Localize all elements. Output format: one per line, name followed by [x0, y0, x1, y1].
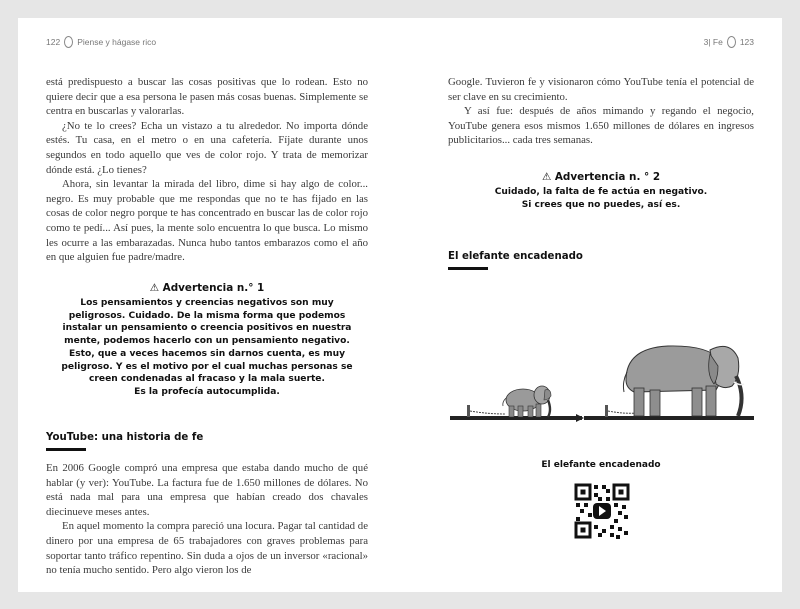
section-rule	[46, 448, 86, 451]
warning-line: Es la profecía autocumplida.	[134, 386, 280, 397]
paragraph: Google. Tuvieron fe y visionaron cómo YouTube tenía el potencial de ser clave en su crecimiento.	[448, 76, 754, 103]
warning-box-2	[448, 171, 754, 211]
warning-line: Cuidado, la falta de fe actúa en negativo.	[494, 187, 708, 197]
right-page-header	[704, 36, 754, 48]
warning-title: ⚠ Advertencia n. ° 2	[541, 171, 661, 183]
left-page-header	[46, 36, 156, 48]
section-heading-text: YouTube: una historia de fe	[46, 432, 204, 443]
baby-elephant-group	[450, 386, 582, 418]
elephant-illustration	[448, 318, 758, 443]
chain-icon	[608, 411, 638, 413]
warning-line: Si crees que no puedes, así es.	[521, 199, 681, 210]
egg-icon	[727, 36, 736, 48]
warning-line: Los pensamientos y creencias negativos son muy	[80, 298, 334, 308]
figure-caption: El elefante encadenado	[541, 460, 661, 470]
warning-line: creen condenadas al fracaso y la mala suerte.	[89, 374, 325, 385]
book-title: Piense y hágase rico	[77, 37, 157, 47]
warning-body	[46, 297, 368, 399]
paragraph: Y así fue: después de años mimando y regando el negocio, YouTube genera esos mismos 1.650 millones de dólares en ingresos publicitarios... cada tres semanas.	[448, 105, 754, 147]
warning-line: peligroso. Y es el motivo por el cual muchas personas se	[61, 361, 353, 372]
warning-line: peligrosos. Cuidado. De la misma forma que podemos	[68, 310, 346, 321]
left-page	[18, 18, 400, 592]
warning-box-1	[46, 282, 368, 399]
paragraph: ¿No te lo crees? Echa un vistazo a tu alrededor. No importa dónde estés. Tu casa, en el metro o en una cafetería. Fíjate durante unos segundos en todo aquello que ves de color rojo. Y trata de memorizar dónde está. ¿Lo tienes?	[46, 119, 368, 176]
right-page	[400, 18, 782, 592]
section-heading-elefante	[448, 251, 583, 270]
body-text-top	[46, 75, 368, 265]
warning-line: mente, podemos hacerlo con un pensamiento negativo.	[64, 336, 350, 347]
page-number: 123	[739, 37, 754, 47]
arrow-icon	[576, 414, 584, 422]
paragraph: En 2006 Google compró una empresa que estaba dando mucho de qué hablar (y ver): YouTube. La factura fue de 1.650 millones de dólares. No está nada mal para una empresa que habían creado dos chavales diecinueve meses antes.	[46, 462, 368, 518]
paragraph: está predispuesto a buscar las cosas positivas que lo rodean. Esto no quiere decir que a esa persona le pasen más cosas buenas. Simplemente se centra en buscarlas y valorarlas.	[46, 76, 368, 118]
stake-icon	[605, 405, 608, 417]
warning-line: instalar un pensamiento o creencia positivos en nuestra	[62, 323, 352, 334]
chapter-label: 3| Fe	[703, 37, 723, 47]
adult-elephant-icon	[623, 346, 744, 416]
section-rule	[448, 267, 488, 270]
paragraph: Ahora, sin levantar la mirada del libro, dime si hay algo de color... negro. Es muy probable que me respondas que no te has fijado en las cosas de color negro porque te has concentrado en buscar las de color rojo como te pedí... Así pues, la mente solo encuentra lo que busca. Lo mismo les ocurre a las embarazadas. Nunca hubo tantos embarazos como el año en que alguien fue padre/madre.	[46, 178, 368, 264]
paragraph: En aquel momento la compra pareció una locura. Pagar tal cantidad de dinero por una empresa de 65 trabajadores con graves problemas para soportar tanto tráfico repentino. Sin duda a ojos de un inversor «racional» no tenía mucho sentido. Pero algo vieron los de	[46, 520, 368, 577]
warning-body	[448, 186, 754, 211]
body-text-bottom	[46, 461, 368, 578]
qr-code-icon[interactable]	[574, 483, 630, 539]
warning-line: Esto, que a veces hacemos sin darnos cuenta, es muy	[69, 348, 345, 359]
adult-elephant-group	[584, 346, 754, 418]
egg-icon	[64, 36, 73, 48]
section-heading-youtube	[46, 432, 203, 451]
baby-elephant-icon	[503, 386, 551, 417]
warning-title: ⚠ Advertencia n.° 1	[149, 282, 265, 294]
body-text-right	[448, 75, 754, 148]
chain-icon	[470, 411, 505, 414]
stake-icon	[467, 405, 470, 417]
section-heading-text: El elefante encadenado	[448, 251, 583, 262]
page-number: 122	[46, 37, 61, 47]
